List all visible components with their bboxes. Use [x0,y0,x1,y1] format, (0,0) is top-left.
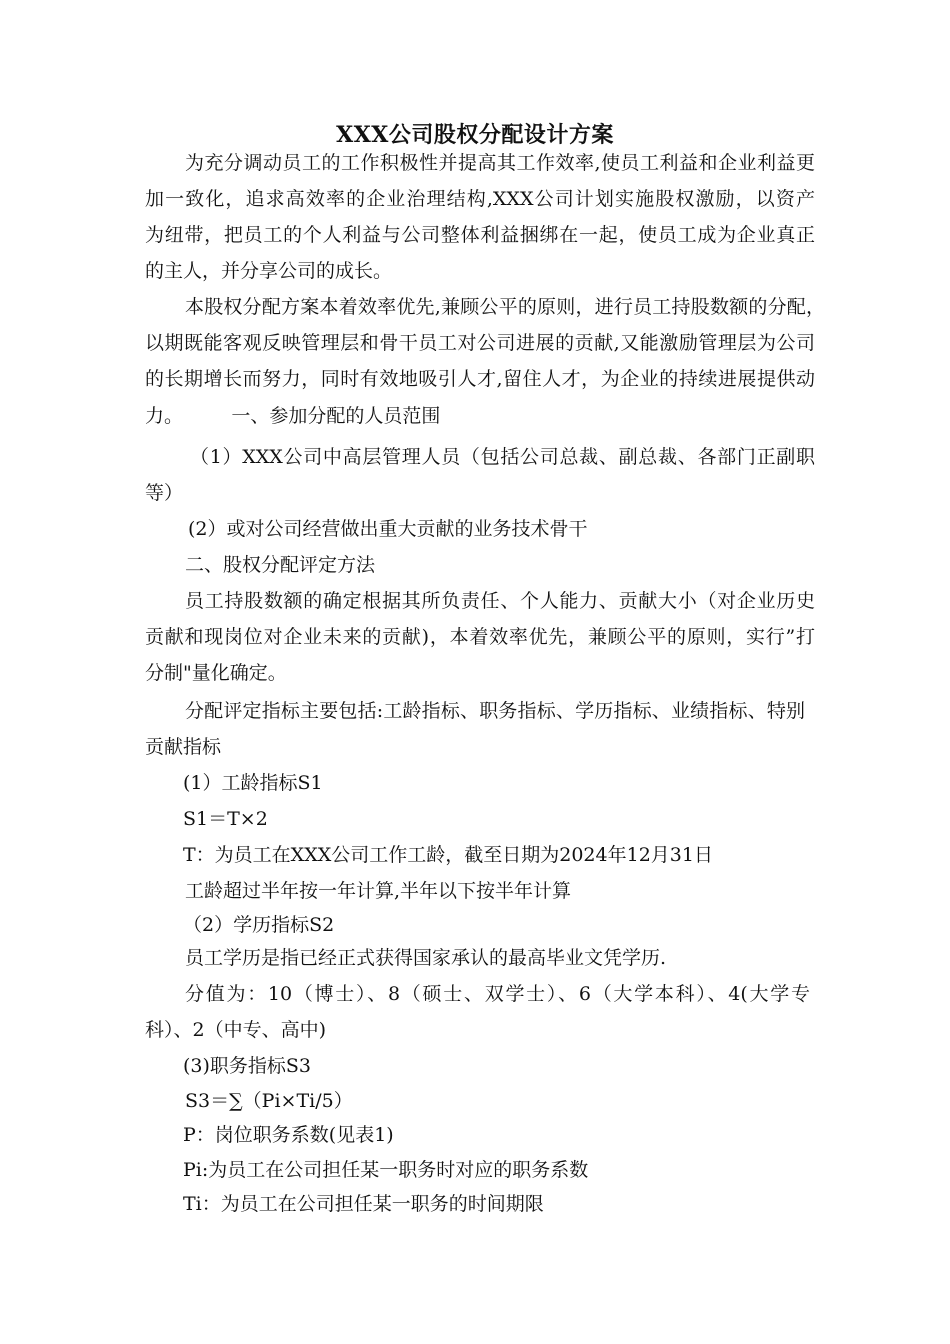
paragraph-line: 分配评定指标主要包括:工龄指标、职务指标、学历指标、业绩指标、特别 [185,700,805,722]
indicator-heading: (3)职务指标S3 [183,1055,312,1077]
paragraph-line: 科）、2（中专、高中) [145,1019,327,1041]
paragraph-line: Pi:为员工在公司担任某一职务时对应的职务系数 [183,1159,589,1181]
paragraph-line: 加一致化，追求高效率的企业治理结构,XXX公司计划实施股权激励，以资产 [145,188,815,210]
paragraph-line: 为充分调动员工的工作积极性并提高其工作效率,使员工利益和企业利益更 [185,152,815,174]
paragraph-line: 的长期增长而努力，同时有效地吸引人才,留住人才，为企业的持续进展提供动 [145,368,815,390]
section-heading: 二、股权分配评定方法 [185,554,376,576]
paragraph-line: T：为员工在XXX公司工作工龄，截至日期为2024年12月31日 [183,844,713,866]
indicator-heading: (1）工龄指标S1 [183,772,323,794]
paragraph-line: 贡献指标 [145,736,222,758]
list-item-line: 等） [145,482,184,504]
paragraph-line: 分制"量化确定。 [145,662,287,684]
document-title: XXX公司股权分配设计方案 [336,122,614,148]
paragraph-line: 工龄超过半年按一年计算,半年以下按半年计算 [185,880,572,902]
paragraph-line: Ti：为员工在公司担任某一职务的时间期限 [183,1193,544,1215]
paragraph-line: 为纽带，把员工的个人利益与公司整体利益捆绑在一起，使员工成为企业真正 [145,224,815,246]
paragraph-line: 员工学历是指已经正式获得国家承认的最高毕业文凭学历. [185,947,667,969]
formula-line: S3＝∑（Pi×Ti/5） [185,1090,353,1112]
paragraph-line: 贡献和现岗位对企业未来的贡献)，本着效率优先，兼顾公平的原则，实行”打 [145,626,815,648]
indicator-heading: （2）学历指标S2 [183,914,335,936]
paragraph-line: 以期既能客观反映管理层和骨干员工对公司进展的贡献,又能激励管理层为公司 [145,332,815,354]
paragraph-line: 的主人，并分享公司的成长。 [145,260,393,282]
paragraph-line: 员工持股数额的确定根据其所负责任、个人能力、贡献大小（对企业历史 [185,590,815,612]
paragraph-line: P：岗位职务系数(见表1) [183,1124,394,1146]
paragraph-line: 分值为：10（博士）、8（硕士、双学士）、6（大学本科）、4(大学专 [185,983,810,1005]
section-heading-line: 力。 一、参加分配的人员范围 [145,405,441,427]
list-item-line: （1）XXX公司中高层管理人员（包括公司总裁、副总裁、各部门正副职 [190,446,815,468]
list-item-line: (2）或对公司经营做出重大贡献的业务技术骨干 [188,518,588,540]
formula-line: S1＝T×2 [183,808,268,830]
paragraph-line: 本股权分配方案本着效率优先,兼顾公平的原则，进行员工持股数额的分配， [185,296,825,318]
